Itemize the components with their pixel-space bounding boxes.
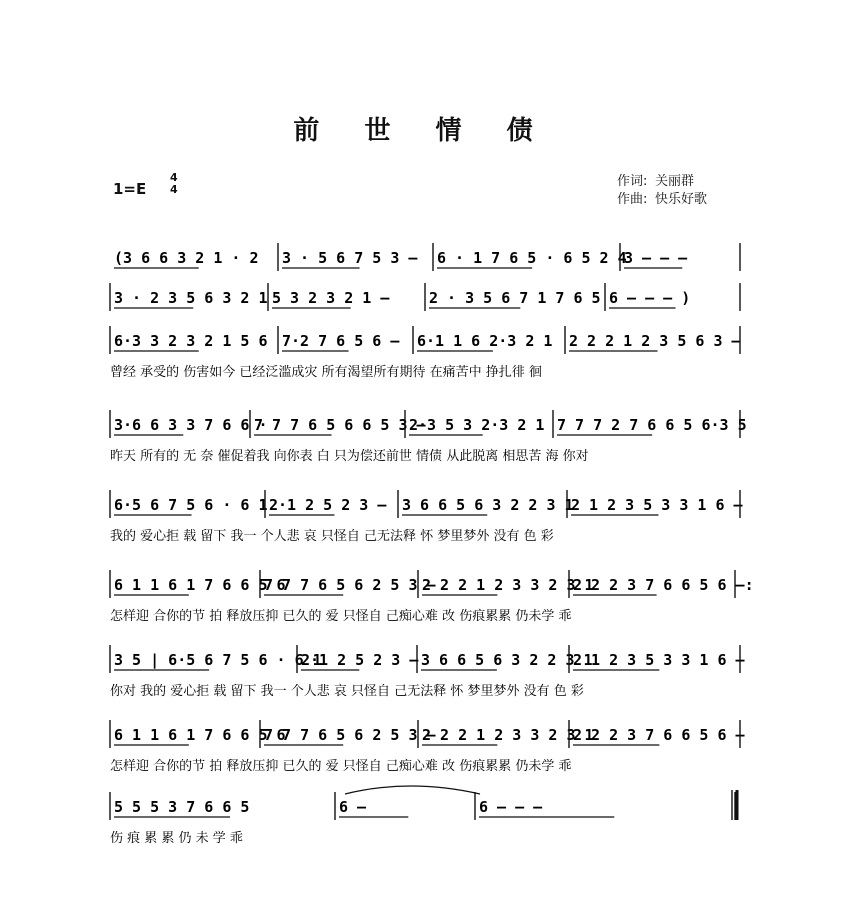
measure-notes: 2·1 2 5 2 3 – xyxy=(301,651,419,669)
measure-notes: 5 3 2 3 2 1 – xyxy=(272,289,390,307)
measure-notes: 2 2 2 1 2 3 5 6 3 – xyxy=(569,332,741,350)
tie-arc xyxy=(345,786,480,794)
measure-notes: 6 – – – xyxy=(479,798,543,816)
lyric-line: 你对 我的 爱心拒 载 留下 我一 个人悲 哀 只怪自 己无法释 怀 梦里梦外 没有 色 彩 xyxy=(110,684,584,699)
composer-label: 作曲: xyxy=(617,192,648,207)
key-signature: 1=E xyxy=(113,180,147,198)
measure-notes: 6 1 1 6 1 7 6 6 5 6 xyxy=(114,576,286,594)
lyric-line: 昨天 所有的 无 奈 催促着我 向你表 白 只为偿还前世 情债 从此脱离 相思苦 海 你对 xyxy=(110,449,589,464)
measure-notes: 2 2 2 1 2 3 3 2 3 1 xyxy=(422,576,594,594)
composer-name: 快乐好歌 xyxy=(655,192,708,207)
measure-notes: 7 7 7 6 5 6 2 5 3 – xyxy=(264,576,436,594)
measure-notes: 6 1 1 6 1 7 6 6 5 6 xyxy=(114,726,286,744)
meter-top: 4 xyxy=(170,171,178,184)
measure-notes: 3 · 5 6 7 5 3 – xyxy=(282,249,418,267)
measure-notes: 6·5 6 7 5 6 · 6 1 xyxy=(114,496,268,514)
measure-notes: 3 5 | 6·5 6 7 5 6 · 6 1 xyxy=(114,651,322,669)
lyricist-label: 作词: xyxy=(617,174,648,189)
measure-notes: 7 7 7 6 5 6 2 5 3 – xyxy=(264,726,436,744)
lyric-line: 怎样迎 合你的节 拍 释放压抑 已久的 爱 只怪自 己痴心难 改 伤痕累累 仍未学 乖 xyxy=(110,759,572,774)
measure-notes: 7·2 7 6 5 6 – xyxy=(282,332,400,350)
measure-notes: 3 6 6 5 6 3 2 2 3 1 xyxy=(421,651,593,669)
measure-notes: 3 6 6 5 6 3 2 2 3 1 xyxy=(402,496,574,514)
measure-notes: 2·1 2 5 2 3 – xyxy=(269,496,387,514)
measure-notes: 2 · 3 5 6 7 1 7 6 5 xyxy=(429,289,601,307)
lyric-line: 曾经 承受的 伤害如今 已经泛滥成灾 所有渴望所有期待 在痛苦中 挣扎徘 徊 xyxy=(110,365,542,380)
lyric-line: 怎样迎 合你的节 拍 释放压抑 已久的 爱 只怪自 己痴心难 改 伤痕累累 仍未学 乖 xyxy=(110,609,572,624)
lyric-line: 我的 爱心拒 载 留下 我一 个人悲 哀 只怪自 己无法释 怀 梦里梦外 没有 色 彩 xyxy=(110,529,554,544)
measure-notes: 6·1 1 6 2·3 2 1 xyxy=(417,332,553,350)
measure-notes: 7 7 7 2 7 6 6 5 6·3 5 xyxy=(557,416,747,434)
measure-notes: 2·3 5 3 2·3 2 1 xyxy=(409,416,545,434)
measure-notes: 2 2 2 3 7 6 6 5 6 –: xyxy=(573,576,754,594)
measure-notes: (3 6 6 3 2 1 · 2 xyxy=(114,249,259,267)
measure-notes: 3 · 2 3 5 6 3 2 1 xyxy=(114,289,268,307)
measure-notes: 3·6 6 3 3 7 6 6 · xyxy=(114,416,268,434)
measure-notes: 6 – xyxy=(339,798,367,816)
measure-notes: 5 5 5 3 7 6 6 5 xyxy=(114,798,250,816)
measure-notes: 2 2 2 3 7 6 6 5 6 – xyxy=(573,726,745,744)
meter-bottom: 4 xyxy=(170,183,178,196)
measure-notes: 6·3 3 2 3 2 1 5 6 xyxy=(114,332,268,350)
measure-notes: 3 – – – xyxy=(624,249,688,267)
measure-notes: 6 · 1 7 6 5 · 6 5 2 4 xyxy=(437,249,627,267)
page-title: 前 世 情 债 xyxy=(293,116,551,146)
measure-notes: 2 2 2 1 2 3 3 2 3 1 xyxy=(422,726,594,744)
lyricist-name: 关丽群 xyxy=(655,174,695,189)
measure-notes: 2 1 2 3 5 3 3 1 6 – xyxy=(571,496,743,514)
measure-notes: 7 7 7 6 5 6 6 5 3 – xyxy=(254,416,426,434)
measure-notes: 6 – – – ) xyxy=(609,289,691,307)
lyric-line: 伤 痕 累 累 仍 未 学 乖 xyxy=(110,831,243,846)
measure-notes: 2 1 2 3 5 3 3 1 6 – xyxy=(573,651,745,669)
